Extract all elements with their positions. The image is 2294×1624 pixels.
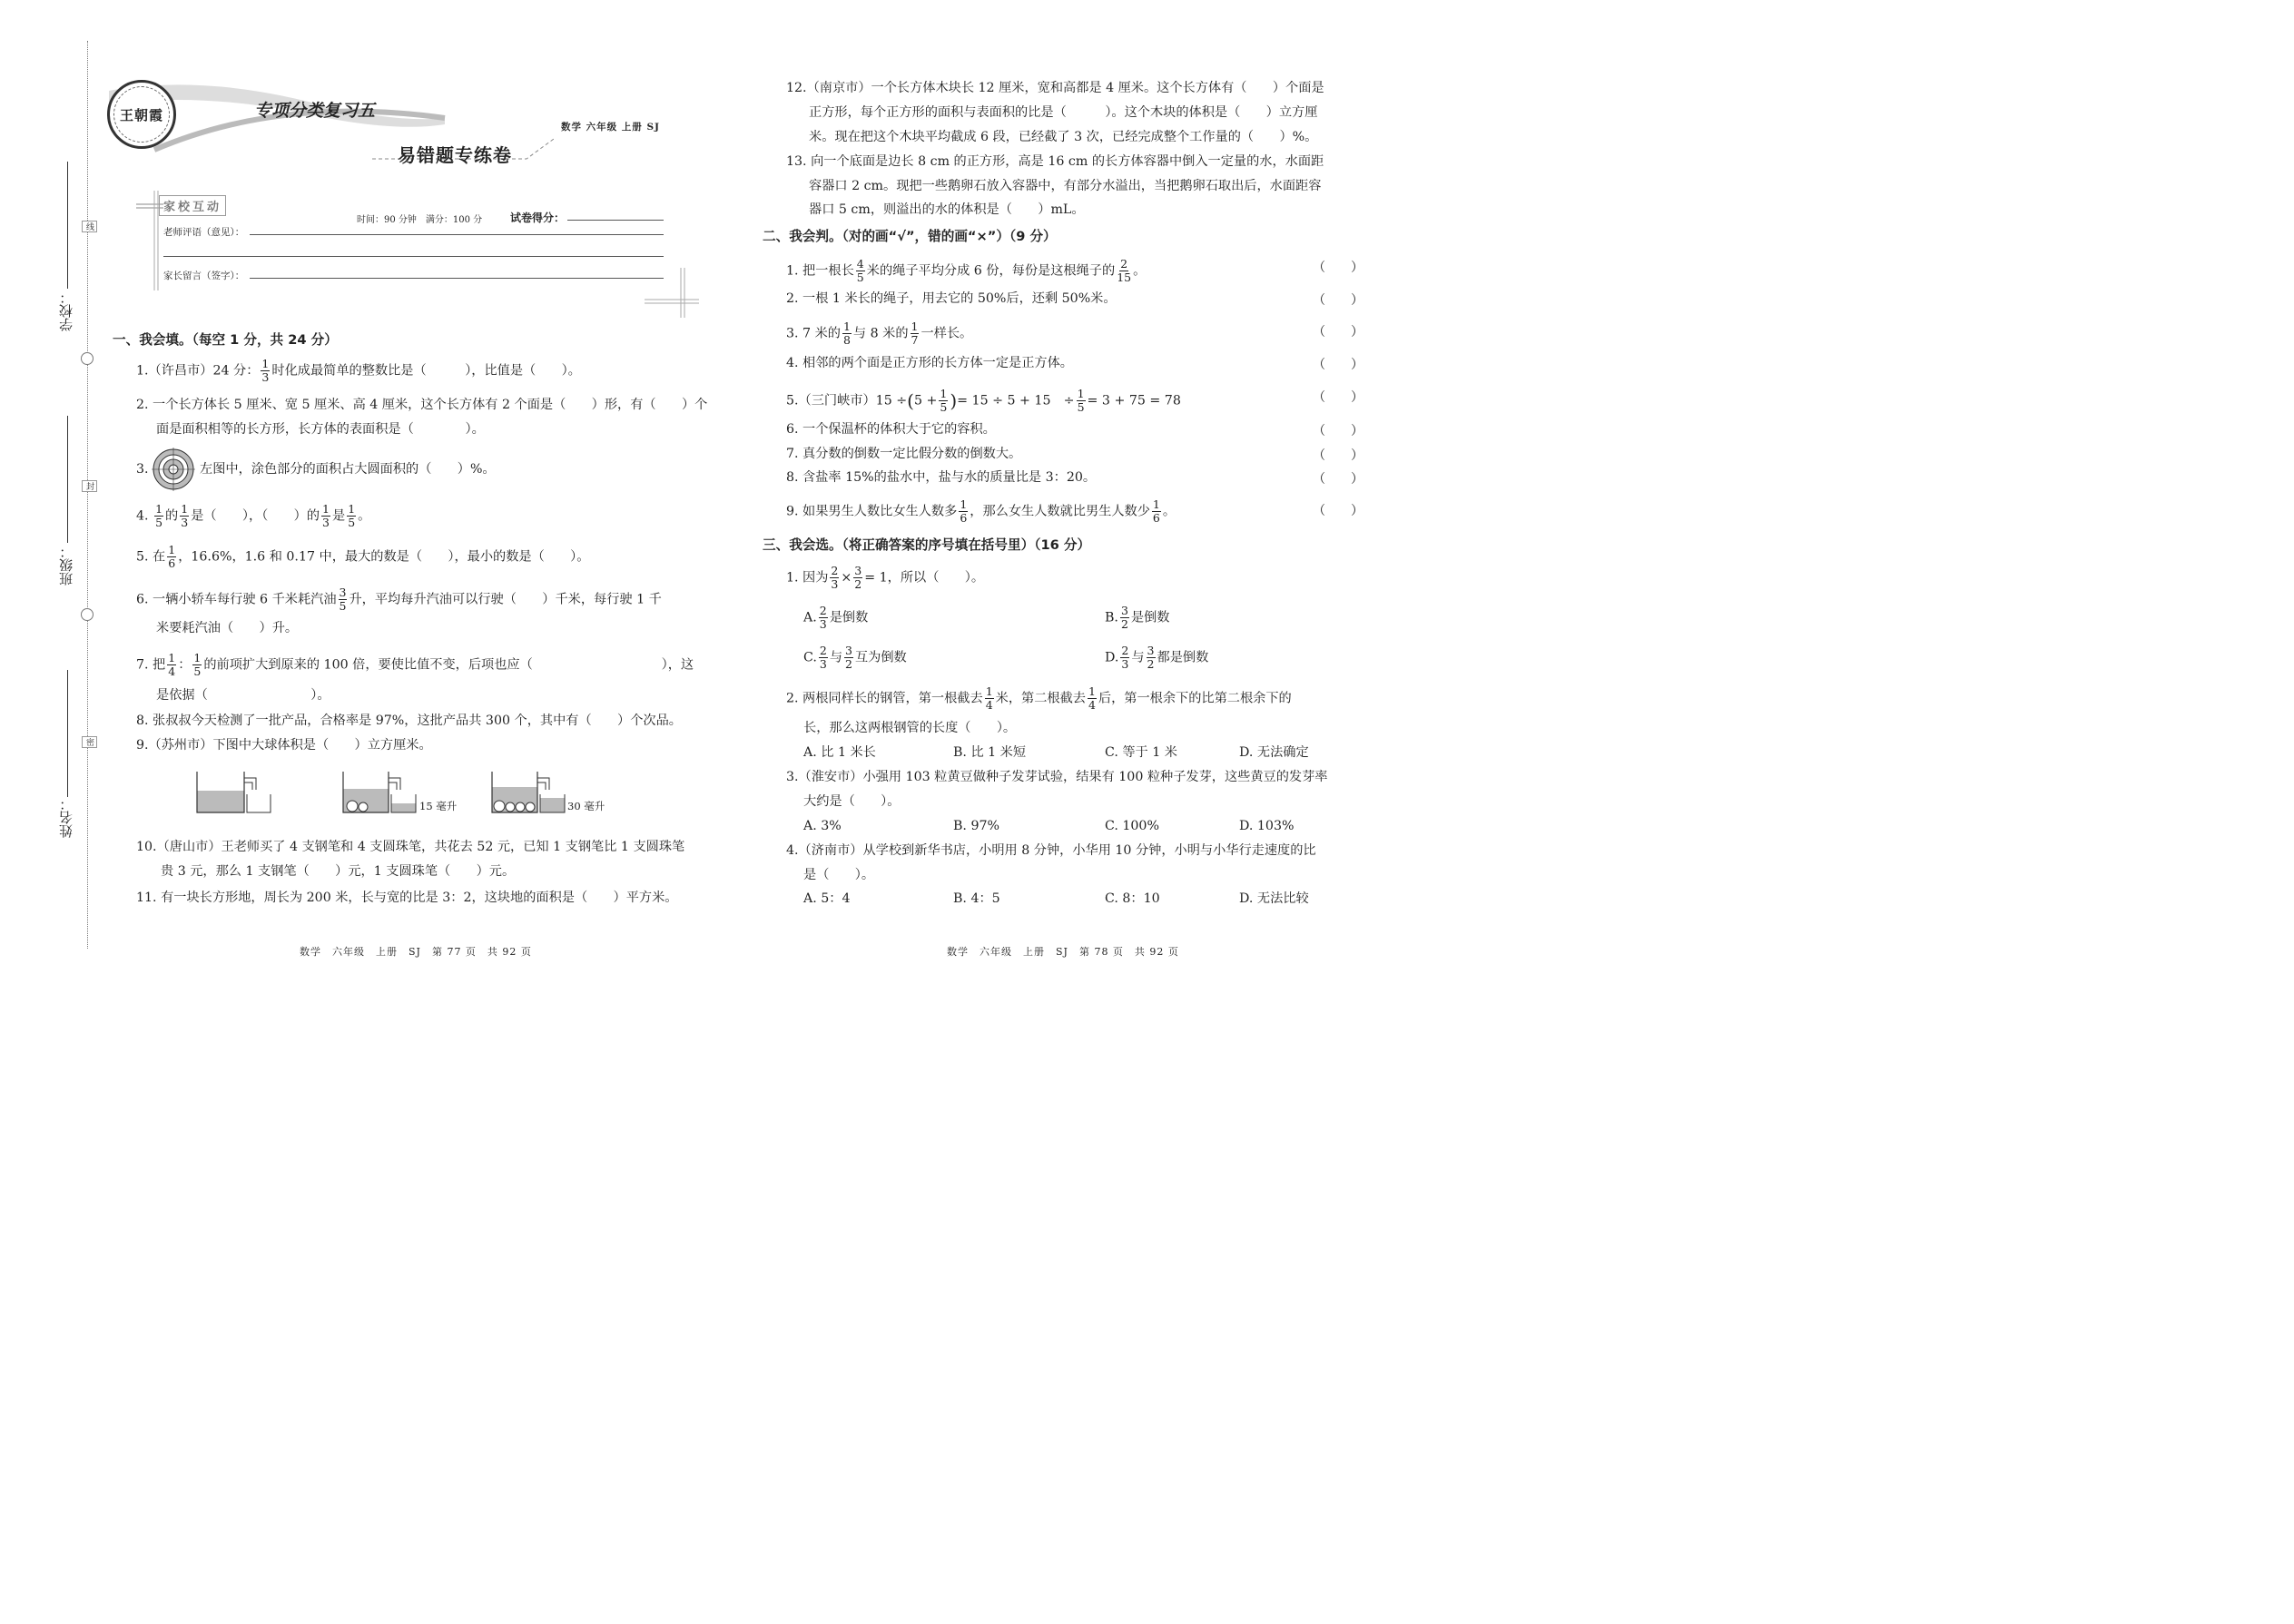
text: 后，第一根余下的比第二根余下的 bbox=[1098, 691, 1292, 706]
text: 一样长。 bbox=[921, 326, 973, 341]
numerator: 2 bbox=[819, 644, 827, 657]
numerator: 1 bbox=[1077, 387, 1085, 400]
numerator: 1 bbox=[322, 502, 330, 516]
s2-q7: 7. 真分数的倒数一定比假分数的倒数大。 bbox=[786, 447, 1022, 461]
answer-paren[interactable]: （ ） bbox=[1313, 424, 1364, 438]
fraction bbox=[1120, 645, 1129, 671]
text: 米的绳子平均分成 6 份，每份是这根绳子的 bbox=[866, 263, 1116, 279]
answer-paren[interactable]: （ ） bbox=[1313, 293, 1364, 308]
numerator: 1 bbox=[168, 543, 176, 556]
s2-q8: 8. 含盐率 15%的盐水中，盐与水的质量比是 3：20。 bbox=[786, 470, 1097, 485]
s1-q4 bbox=[136, 503, 370, 529]
s3-q2-option-c[interactable]: C. 等于 1 米 bbox=[1105, 745, 1177, 760]
s3-q1-option-c[interactable] bbox=[803, 645, 907, 671]
parent-comment-line[interactable] bbox=[250, 278, 664, 279]
numerator: 1 bbox=[168, 651, 176, 664]
time-info: 时间：90 分钟 满分：100 分 bbox=[357, 215, 483, 225]
denominator: 5 bbox=[1077, 400, 1085, 414]
denominator: 7 bbox=[911, 333, 919, 347]
text: 2. 两根同样长的钢管，第一根截去 bbox=[786, 691, 983, 706]
s1-q7 bbox=[136, 652, 694, 678]
text: 是倒数 bbox=[829, 610, 869, 625]
s1-q1 bbox=[136, 358, 581, 384]
s1-q13-line1: 13. 向一个底面是边长 8 cm 的正方形，高是 16 cm 的长方体容器中倒入一定量的水，水面距 bbox=[786, 154, 1324, 169]
denominator: 2 bbox=[845, 657, 852, 671]
denominator: 5 bbox=[155, 516, 163, 529]
text: 米，第二根截去 bbox=[995, 691, 1086, 706]
option-letter: A. bbox=[803, 610, 817, 625]
s1-q13-line2: 容器口 2 cm。现把一些鹅卵石放入容器中，有部分水溢出，当把鹅卵石取出后，水面距容 bbox=[809, 179, 1322, 193]
numerator: 1 bbox=[1088, 684, 1096, 698]
s2-q5 bbox=[786, 388, 1181, 414]
denominator: 3 bbox=[819, 617, 827, 631]
s1-q12-line2: 正方形，每个正方形的面积与表面积的比是（ ）。这个木块的体积是（ ）立方厘 bbox=[809, 105, 1318, 120]
denominator: 2 bbox=[854, 577, 862, 591]
text: 与 bbox=[1131, 650, 1145, 665]
numerator: 1 bbox=[348, 502, 356, 516]
numerator: 1 bbox=[181, 502, 189, 516]
fraction bbox=[842, 320, 852, 347]
text: 1.（许昌市）24 分： bbox=[136, 363, 260, 379]
fraction bbox=[939, 388, 948, 414]
text: 4. bbox=[136, 508, 149, 524]
school-label: 学校： bbox=[58, 290, 74, 331]
text: 。 bbox=[358, 508, 371, 524]
text: 3. 7 米的 bbox=[786, 326, 841, 341]
answer-paren[interactable]: （ ） bbox=[1313, 390, 1364, 405]
answer-paren[interactable]: （ ） bbox=[1313, 504, 1364, 518]
s1-q9: 9.（苏州市）下图中大球体积是（ ）立方厘米。 bbox=[136, 738, 432, 753]
text: 与 bbox=[829, 650, 843, 665]
fraction bbox=[154, 503, 163, 529]
numerator: 3 bbox=[339, 586, 347, 599]
answer-paren[interactable]: （ ） bbox=[1313, 261, 1364, 275]
numerator: 1 bbox=[1152, 497, 1160, 511]
fraction bbox=[1088, 685, 1097, 712]
numerator: 1 bbox=[940, 387, 948, 400]
binding-tag: 密 bbox=[82, 736, 97, 748]
volume-label-30ml: 30 毫升 bbox=[567, 800, 605, 812]
teacher-comment-line[interactable] bbox=[250, 234, 664, 235]
text: 1. 把一根长 bbox=[786, 263, 854, 279]
footer-right-page-info: 数学 六年级 上册 SJ 第 78 页 共 92 页 bbox=[947, 946, 1179, 958]
text: 6. 一辆小轿车每行驶 6 千米耗汽油 bbox=[136, 592, 337, 607]
section3-heading: 三、我会选。（将正确答案的序号填在括号里）（16 分） bbox=[763, 537, 1091, 553]
numerator: 1 bbox=[261, 357, 270, 370]
s3-q4-option-c[interactable]: C. 8：10 bbox=[1105, 891, 1160, 906]
s3-q1-option-d[interactable] bbox=[1105, 645, 1208, 671]
option-letter: B. bbox=[1105, 610, 1118, 625]
denominator: 4 bbox=[168, 664, 176, 678]
denominator: 6 bbox=[168, 556, 176, 570]
s2-q4: 4. 相邻的两个面是正方形的长方体一定是正方体。 bbox=[786, 356, 1073, 370]
numerator: 3 bbox=[845, 644, 852, 657]
s3-q4-line2: 是（ ）。 bbox=[803, 868, 875, 882]
s3-q4-option-a[interactable]: A. 5：4 bbox=[803, 891, 851, 906]
denominator: 5 bbox=[193, 664, 202, 678]
text: 。 bbox=[1162, 504, 1177, 519]
numerator: 1 bbox=[985, 684, 993, 698]
container-2 bbox=[343, 772, 416, 812]
option-letter: D. bbox=[1105, 650, 1119, 665]
binding-dotted-line bbox=[87, 41, 88, 949]
denominator: 6 bbox=[1152, 511, 1160, 525]
text: 9. 如果男生人数比女生人数多 bbox=[786, 504, 958, 519]
text: 5.（三门峡市）15 ÷ bbox=[786, 393, 908, 408]
s1-q2-line2: 面是面积相等的长方形，长方体的表面积是（ ）。 bbox=[156, 422, 485, 437]
text: 的前项扩大到原来的 100 倍，要使比值不变，后项也应（ ），这 bbox=[203, 657, 694, 673]
s3-q2-option-a[interactable]: A. 比 1 米长 bbox=[803, 745, 876, 760]
s1-q8: 8. 张叔叔今天检测了一批产品，合格率是 97%，这批产品共 300 个，其中有（ ）个次品。 bbox=[136, 714, 682, 728]
s1-q6 bbox=[136, 586, 662, 613]
numerator: 2 bbox=[1120, 257, 1128, 271]
s3-q3-option-d[interactable]: D. 103% bbox=[1239, 819, 1295, 833]
logo-seal bbox=[107, 80, 176, 149]
denominator: 3 bbox=[261, 370, 270, 384]
fraction bbox=[911, 320, 920, 347]
s2-q1 bbox=[786, 258, 1146, 284]
text: = 1，所以（ ）。 bbox=[864, 570, 985, 586]
denominator: 2 bbox=[1147, 657, 1155, 671]
subject-info: 数学 六年级 上册 SJ bbox=[561, 122, 661, 133]
fraction bbox=[261, 358, 270, 384]
fraction bbox=[1117, 258, 1131, 284]
fraction bbox=[180, 503, 189, 529]
text: ： bbox=[178, 657, 192, 673]
s1-q6-line2: 米要耗汽油（ ）升。 bbox=[156, 621, 299, 635]
s1-q7-line2: 是依据（ ）。 bbox=[156, 688, 330, 703]
s2-q9 bbox=[786, 498, 1176, 525]
text: 1. 因为 bbox=[786, 570, 829, 586]
text: 是（ ），（ ）的 bbox=[191, 508, 320, 524]
denominator: 2 bbox=[1120, 617, 1128, 631]
numerator: 3 bbox=[1120, 604, 1128, 617]
text: 的 bbox=[165, 508, 179, 524]
numerator: 3 bbox=[854, 564, 862, 577]
s1-q11: 11. 有一块长方形地，周长为 200 米，长与宽的比是 3：2，这块地的面积是（ ）平方米。 bbox=[136, 891, 678, 905]
s2-q6: 6. 一个保温杯的体积大于它的容积。 bbox=[786, 422, 996, 437]
s2-q2: 2. 一根 1 米长的绳子，用去它的 50%后，还剩 50%米。 bbox=[786, 291, 1117, 306]
text: 升，平均每升汽油可以行驶（ ）千米，每行驶 1 千 bbox=[349, 592, 662, 607]
paper-title: 易错题专练卷 bbox=[398, 144, 512, 166]
container-figure bbox=[192, 767, 619, 825]
denominator: 3 bbox=[1121, 657, 1129, 671]
text: = 15 ÷ 5 + 15 ÷ bbox=[957, 393, 1075, 408]
text: ，16.6%，1.6 和 0.17 中，最大的数是（ ），最小的数是（ ）。 bbox=[178, 549, 590, 565]
fraction bbox=[1147, 645, 1156, 671]
s3-q2-option-d[interactable]: D. 无法确定 bbox=[1239, 745, 1309, 760]
name-label: 姓名： bbox=[58, 797, 74, 838]
s3-q3-line1: 3.（淮安市）小强用 103 粒黄豆做种子发芽试验，结果有 100 粒种子发芽，这些黄豆的发芽率 bbox=[786, 770, 1328, 784]
fraction bbox=[347, 503, 356, 529]
s3-q4-option-d[interactable]: D. 无法比较 bbox=[1239, 891, 1309, 906]
container-3 bbox=[492, 772, 565, 812]
class-blank[interactable] bbox=[67, 416, 68, 543]
text: ，那么女生人数就比男生人数少 bbox=[970, 504, 1150, 519]
text: 是 bbox=[332, 508, 346, 524]
fraction bbox=[819, 605, 828, 631]
option-letter: C. bbox=[803, 650, 817, 665]
score-label: 试卷得分： bbox=[510, 212, 566, 224]
text: = 3 + 75 = 78 bbox=[1087, 393, 1181, 408]
right-paren: ) bbox=[950, 389, 958, 412]
school-blank[interactable] bbox=[67, 162, 68, 289]
s1-q12-line3: 米。现在把这个木块平均截成 6 段，已经截了 3 次，已经完成整个工作量的（ ）%。 bbox=[809, 130, 1318, 144]
numerator: 2 bbox=[819, 604, 827, 617]
numerator: 3 bbox=[1147, 644, 1155, 657]
name-blank[interactable] bbox=[67, 670, 68, 797]
denominator: 4 bbox=[1088, 698, 1096, 712]
teacher-comment-label: 老师评语（意见）： bbox=[163, 227, 245, 238]
s3-q4-line1: 4.（济南市）从学校到新华书店，小明用 8 分钟，小华用 10 分钟，小明与小华行走速度的比 bbox=[786, 843, 1316, 858]
s3-q4-option-b[interactable]: B. 4：5 bbox=[953, 891, 1000, 906]
text: 都是倒数 bbox=[1157, 650, 1209, 665]
text: 时化成最简单的整数比是（ ），比值是（ ）。 bbox=[271, 363, 581, 379]
fraction bbox=[853, 565, 862, 591]
fraction bbox=[321, 503, 330, 529]
fraction bbox=[844, 645, 853, 671]
denominator: 15 bbox=[1117, 271, 1132, 284]
numerator: 1 bbox=[193, 651, 202, 664]
s1-q5 bbox=[136, 544, 589, 570]
answer-paren[interactable]: （ ） bbox=[1313, 448, 1364, 463]
parent-comment-label: 家长留言（签字）： bbox=[163, 271, 245, 281]
s3-q3-option-c[interactable]: C. 100% bbox=[1105, 819, 1159, 833]
s3-q1-option-a[interactable] bbox=[803, 605, 868, 631]
s1-q2-line1: 2. 一个长方体长 5 厘米、宽 5 厘米、高 4 厘米，这个长方体有 2 个面是（ ）形，有（ ）个 bbox=[136, 398, 708, 412]
fraction bbox=[1077, 388, 1086, 414]
numerator: 2 bbox=[1121, 644, 1129, 657]
s1-q12-line1: 12.（南京市）一个长方体木块长 12 厘米，宽和高都是 4 厘米。这个长方体有（ ）个面是 bbox=[786, 81, 1324, 95]
denominator: 3 bbox=[181, 516, 189, 529]
class-label: 班级： bbox=[58, 545, 74, 586]
home-school-label: 家校互动 bbox=[159, 195, 226, 216]
fraction bbox=[985, 685, 994, 712]
fraction bbox=[830, 565, 839, 591]
left-paren: ( bbox=[907, 389, 914, 412]
fraction bbox=[959, 498, 968, 525]
fraction bbox=[339, 586, 348, 613]
denominator: 3 bbox=[322, 516, 330, 529]
answer-paren[interactable]: （ ） bbox=[1313, 358, 1364, 372]
denominator: 5 bbox=[348, 516, 356, 529]
footer-left-page-info: 数学 六年级 上册 SJ 第 77 页 共 92 页 bbox=[300, 946, 532, 958]
denominator: 3 bbox=[831, 577, 839, 591]
fraction bbox=[856, 258, 865, 284]
text: 。 bbox=[1133, 263, 1147, 279]
numerator: 1 bbox=[911, 320, 919, 333]
series-title: 专项分类复习五 bbox=[254, 101, 376, 121]
text: 7. 把 bbox=[136, 657, 166, 673]
s1-q13-line3: 器口 5 cm，则溢出的水的体积是（ ）mL。 bbox=[809, 202, 1085, 217]
fraction bbox=[167, 652, 176, 678]
binding-tag: 封 bbox=[82, 480, 97, 492]
s1-q10-line2: 贵 3 元，那么 1 支钢笔（ ）元，1 支圆珠笔（ ）元。 bbox=[161, 864, 516, 879]
binding-tag: 线 bbox=[82, 221, 97, 232]
text: 与 8 米的 bbox=[852, 326, 909, 341]
volume-label-15ml: 15 毫升 bbox=[419, 800, 458, 812]
numerator: 1 bbox=[842, 320, 851, 333]
score-blank[interactable] bbox=[567, 220, 664, 221]
s3-q3-option-b[interactable]: B. 97% bbox=[953, 819, 999, 833]
s3-q1-option-b[interactable] bbox=[1105, 605, 1169, 631]
denominator: 8 bbox=[842, 333, 851, 347]
section2-heading: 二、我会判。（对的画“√”，错的画“×”）（9 分） bbox=[763, 229, 1057, 244]
denominator: 5 bbox=[940, 400, 948, 414]
text: × bbox=[841, 570, 852, 586]
text: 互为倒数 bbox=[854, 650, 907, 665]
binding-hole-mark bbox=[81, 608, 94, 621]
denominator: 5 bbox=[856, 271, 864, 284]
fraction bbox=[819, 645, 828, 671]
numerator: 1 bbox=[155, 502, 163, 516]
denominator: 3 bbox=[819, 657, 827, 671]
denominator: 5 bbox=[339, 599, 347, 613]
s3-q3-option-a[interactable]: A. 3% bbox=[803, 819, 842, 833]
denominator: 6 bbox=[960, 511, 968, 525]
s3-q2-line2: 长，那么这两根钢管的长度（ ）。 bbox=[803, 721, 1017, 735]
fraction bbox=[192, 652, 202, 678]
s1-q3-num: 3. bbox=[136, 462, 149, 477]
s2-q3 bbox=[786, 320, 972, 347]
fraction bbox=[1120, 605, 1129, 631]
binding-hole-mark bbox=[81, 352, 94, 365]
answer-paren[interactable]: （ ） bbox=[1313, 472, 1364, 487]
numerator: 4 bbox=[856, 257, 864, 271]
fraction bbox=[1152, 498, 1161, 525]
numerator: 2 bbox=[831, 564, 839, 577]
answer-paren[interactable]: （ ） bbox=[1313, 325, 1364, 340]
text: 5. 在 bbox=[136, 549, 166, 565]
container-1 bbox=[197, 772, 271, 812]
s1-q10-line1: 10.（唐山市）王老师买了 4 支钢笔和 4 支圆珠笔，共花去 52 元，已知 1 支钢笔比 1 支圆珠笔 bbox=[136, 840, 685, 854]
numerator: 1 bbox=[960, 497, 968, 511]
denominator: 4 bbox=[985, 698, 993, 712]
logo-text: 王朝霞 bbox=[119, 106, 163, 123]
s3-q1 bbox=[786, 565, 984, 591]
s3-q2-option-b[interactable]: B. 比 1 米短 bbox=[953, 745, 1027, 760]
s3-q2 bbox=[786, 685, 1292, 712]
section1-heading: 一、我会填。（每空 1 分，共 24 分） bbox=[113, 332, 338, 348]
text: 是倒数 bbox=[1130, 610, 1170, 625]
text: 5 + bbox=[913, 393, 938, 408]
fraction bbox=[167, 544, 176, 570]
concentric-circles-figure bbox=[152, 448, 195, 495]
teacher-comment-line[interactable] bbox=[163, 256, 664, 257]
s3-q3-line2: 大约是（ ）。 bbox=[803, 794, 901, 809]
s1-q3-text: 左图中，涂色部分的面积占大圆面积的（ ）%。 bbox=[200, 462, 496, 477]
